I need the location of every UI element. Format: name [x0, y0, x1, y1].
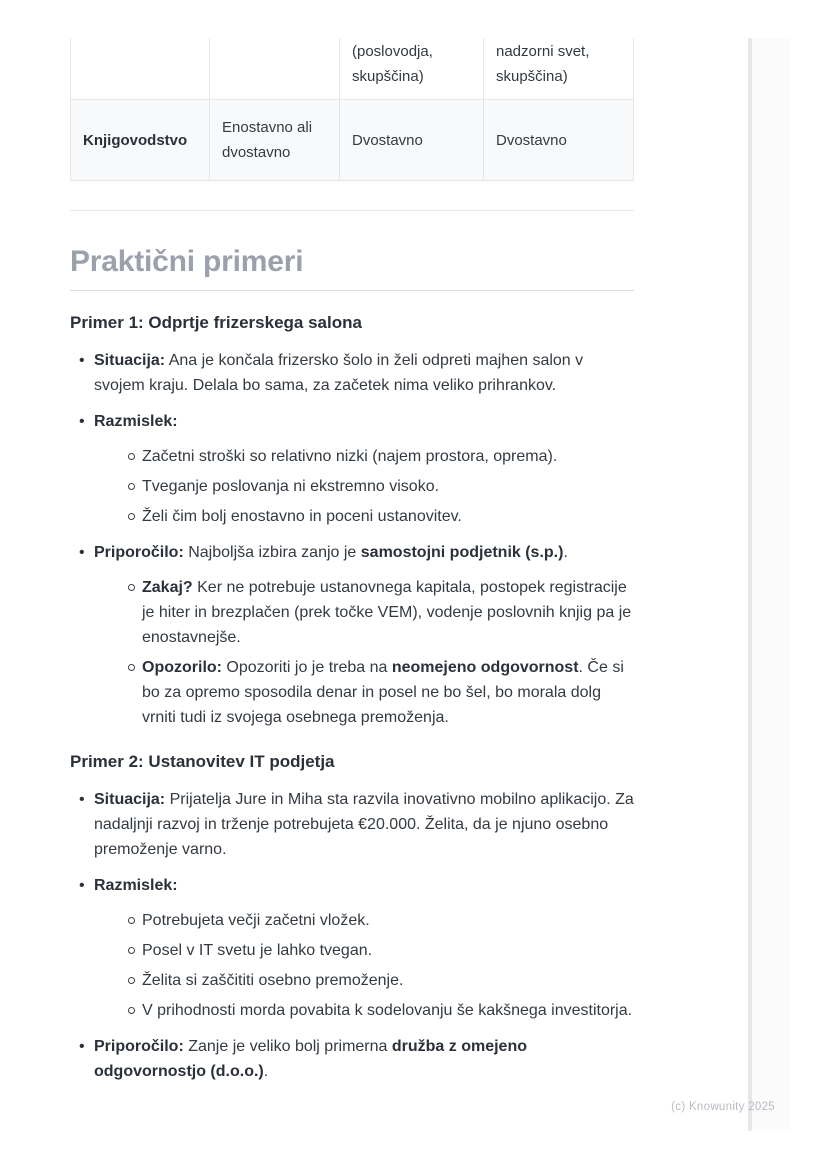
sub-list-item: [118, 504, 634, 529]
section-title: Praktični primeri: [70, 244, 634, 291]
list-item-text: Začetni stroški so relativno nizki (najem prostora, oprema).: [142, 448, 558, 465]
sub-list-item: [118, 998, 634, 1023]
sub-list: [118, 908, 634, 1023]
example2-heading: Primer 2: Ustanovitev IT podjetja: [70, 752, 335, 771]
list-item-text: Opozorilo: Opozoriti jo je treba na neomejeno odgovornost. Če si bo za opremo sposodila denar in posel ne bo šel, bo morala dolg vrniti tudi iz svojega osebnega premoženja.: [142, 659, 624, 726]
sub-list-item: [118, 474, 634, 499]
table-row-header: Knjigovodstvo: [71, 100, 210, 180]
example1-list: [70, 348, 634, 730]
footer-copyright: (c) Knowunity 2025: [671, 1101, 775, 1113]
sub-list-item: [118, 655, 634, 730]
list-item: [70, 787, 634, 862]
list-item-text: Želi čim bolj enostavno in poceni ustanovitev.: [142, 508, 462, 525]
list-item-text: Priporočilo: Zanje je veliko bolj primerna družba z omejeno odgovornostjo (d.o.o.).: [94, 1038, 527, 1080]
list-item-text: V prihodnosti morda povabita k sodelovanju še kakšnega investitorja.: [142, 1002, 633, 1019]
list-item-text: Želita si zaščititi osebno premoženje.: [142, 972, 404, 989]
list-item-text: Razmislek:: [94, 413, 178, 430]
list-item-text: Potrebujeta večji začetni vložek.: [142, 912, 370, 929]
table-row-partial: [70, 38, 634, 100]
list-item-text: Zakaj? Ker ne potrebuje ustanovnega kapitala, postopek registracije je hiter in brezplačen (prek točke VEM), vodenje poslovnih knjig pa je enostavnejše.: [142, 579, 632, 646]
section-divider: [70, 210, 634, 211]
list-item-text: Situacija: Ana je končala frizersko šolo in želi odpreti majhen salon v svojem kraju. Delala bo sama, za začetek nima veliko prihrankov.: [94, 352, 584, 394]
list-item-text: Situacija: Prijatelja Jure in Miha sta razvila inovativno mobilno aplikacijo. Za nadaljnji razvoj in trženje potrebujeta €20.000. Želita, da je njuno osebno premoženje varno.: [94, 791, 634, 858]
page-edge-shading: [752, 38, 790, 1131]
table-cell: [210, 38, 340, 99]
table-cell: [71, 38, 210, 99]
list-item: [70, 409, 634, 529]
list-item-text: Priporočilo: Najboljša izbira zanjo je samostojni podjetnik (s.p.).: [94, 544, 568, 561]
sub-list-item: [118, 938, 634, 963]
sub-list: [118, 444, 634, 529]
sub-list-item: [118, 908, 634, 933]
sub-list-item: [118, 444, 634, 469]
list-item: [70, 1034, 634, 1084]
example2-list: [70, 787, 634, 1084]
table-cell: nadzorni svet, skupščina): [484, 38, 634, 99]
table-cell: Dvostavno: [340, 100, 484, 180]
table-cell: (poslovodja, skupščina): [340, 38, 484, 99]
table-cell: Dvostavno: [484, 100, 634, 180]
comparison-table: [70, 38, 634, 181]
list-item-text: Posel v IT svetu je lahko tvegan.: [142, 942, 373, 959]
list-item: [70, 540, 634, 730]
example1-heading: Primer 1: Odprtje frizerskega salona: [70, 313, 362, 332]
list-item-text: Razmislek:: [94, 877, 178, 894]
sub-list-item: [118, 575, 634, 650]
document-content: [70, 0, 634, 1095]
table-cell: Enostavno ali dvostavno: [210, 100, 340, 180]
list-item-text: Tveganje poslovanja ni ekstremno visoko.: [142, 478, 440, 495]
sub-list-item: [118, 968, 634, 993]
sub-list: [118, 575, 634, 730]
list-item: [70, 873, 634, 1023]
scrollbar-thumb[interactable]: [748, 38, 752, 1131]
list-item: [70, 348, 634, 398]
table-row-knjigovodstvo: [70, 100, 634, 181]
